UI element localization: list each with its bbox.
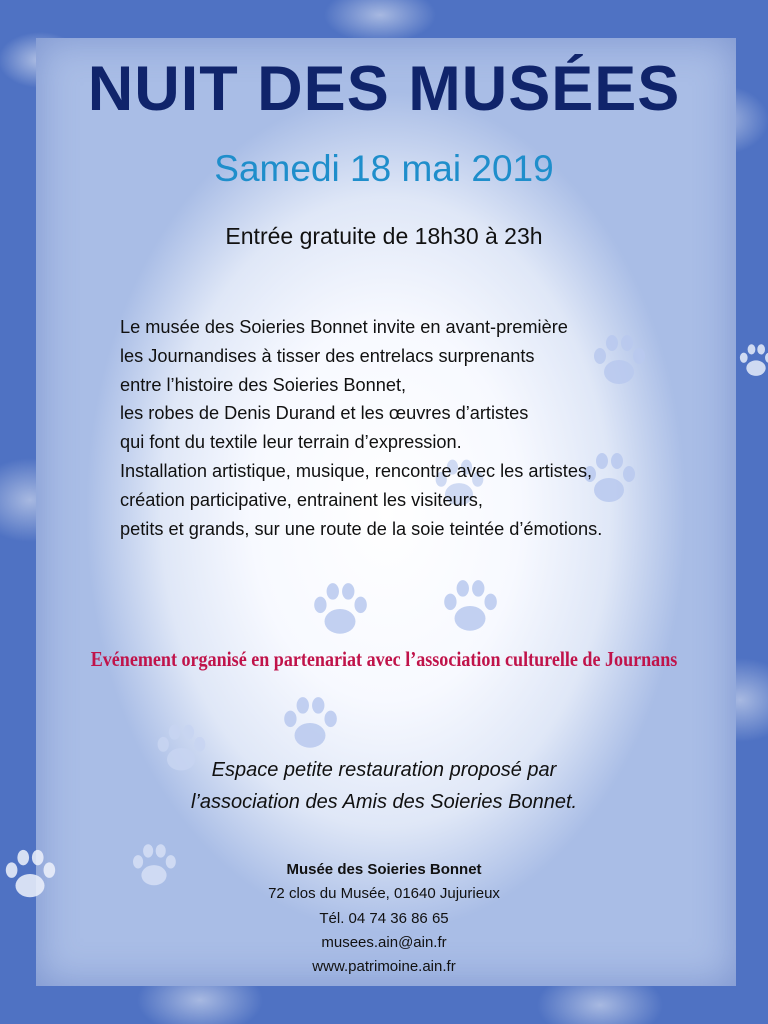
event-date: Samedi 18 mai 2019 bbox=[214, 148, 554, 189]
paw-print-icon bbox=[278, 692, 342, 756]
description-line: entre l’histoire des Soieries Bonnet, bbox=[120, 374, 407, 395]
museum-address: 72 clos du Musée, 01640 Jujurieux bbox=[268, 885, 500, 903]
entry-hours: Entrée gratuite de 18h30 à 23h bbox=[225, 223, 543, 249]
description-line: création participative, entrainent les visiteurs, bbox=[120, 489, 483, 510]
paw-print-icon bbox=[438, 575, 502, 639]
description-line: Le musée des Soieries Bonnet invite en avant-première bbox=[120, 317, 568, 337]
description-line: Installation artistique, musique, rencontre avec les artistes, bbox=[120, 460, 593, 481]
poster-title: NUIT DES MUSÉES bbox=[87, 54, 681, 124]
partnership-notice: Evénement organisé en partenariat avec l’association culturelle de Journans bbox=[90, 647, 678, 671]
museum-website: www.patrimoine.ain.fr bbox=[312, 958, 456, 976]
description-line: petits et grands, sur une route de la soie teintée d’émotions. bbox=[120, 518, 603, 539]
museum-phone: Tél. 04 74 36 86 65 bbox=[319, 909, 449, 927]
museum-email: musees.ain@ain.fr bbox=[321, 933, 447, 951]
restauration-notice bbox=[0, 754, 768, 818]
contact-block bbox=[0, 858, 768, 979]
restauration-line: Espace petite restauration proposé par bbox=[211, 759, 557, 781]
description-line: qui font du textile leur terrain d’expression. bbox=[120, 432, 462, 453]
museum-name: Musée des Soieries Bonnet bbox=[286, 861, 482, 878]
paw-print-icon bbox=[308, 578, 372, 642]
paw-print-icon bbox=[736, 330, 768, 392]
description-line: les robes de Denis Durand et les œuvres d’artistes bbox=[120, 403, 529, 424]
restauration-line: l’association des Amis des Soieries Bonnet. bbox=[190, 791, 578, 813]
event-description bbox=[120, 313, 720, 543]
description-line: les Journandises à tisser des entrelacs surprenants bbox=[120, 345, 535, 366]
